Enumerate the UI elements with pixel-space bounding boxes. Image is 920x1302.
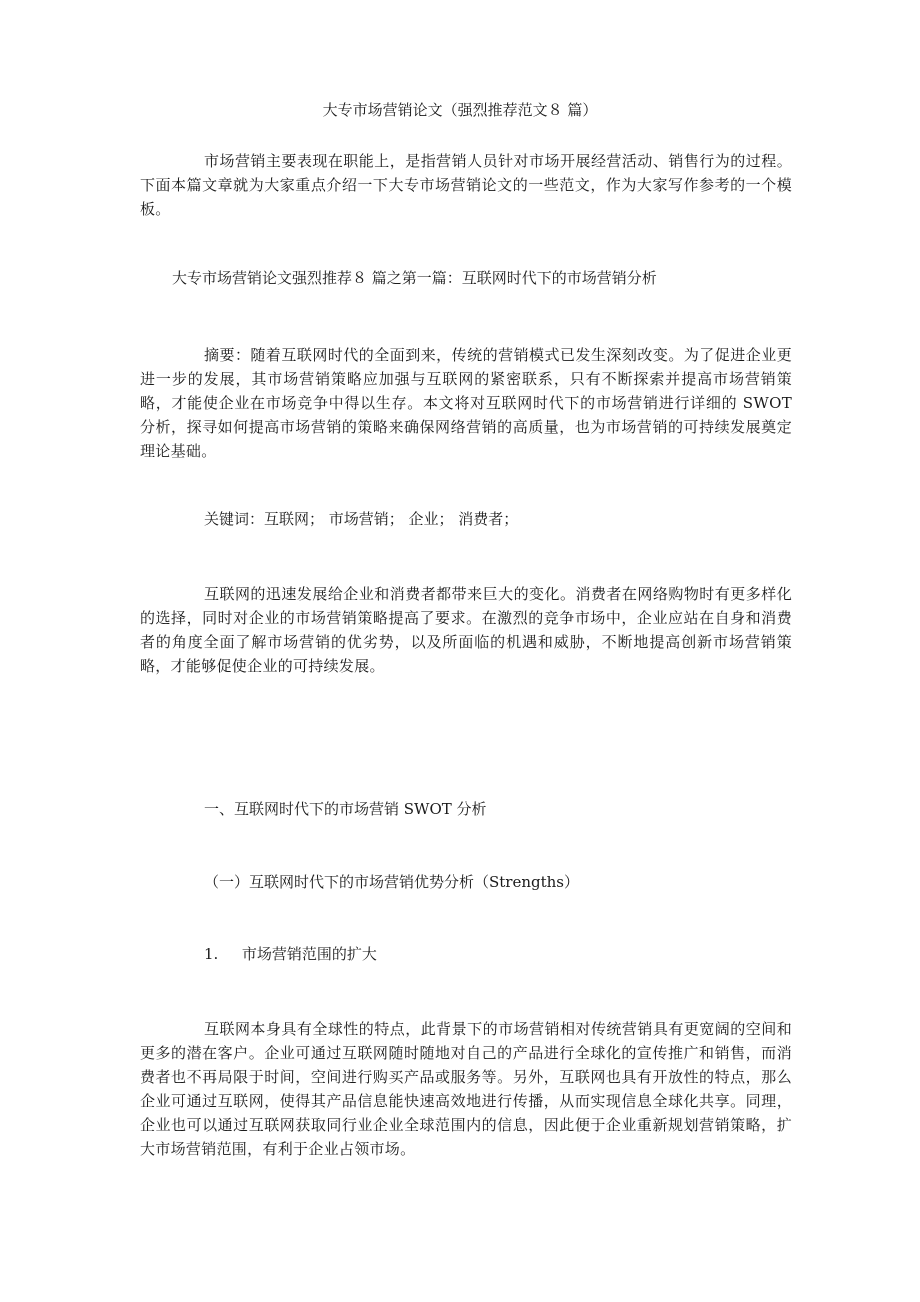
body-paragraph-2: 互联网本身具有全球性的特点，此背景下的市场营销相对传统营销具有更宽阔的空间和更多的潜在客户。企业可通过互联网随时随地对自己的产品进行全球化的宣传推广和销售，而消费者也不再局限于时间，空间进行购买产品或服务等。另外，互联网也具有开放性的特点，那么企业可通过互联网，使得其产品信息能快速高效地进行传播，从而实现信息全球化共享。同理，企业也可以通过互联网获取同行业企业全球范围内的信息，因此便于企业重新规划营销策略，扩大市场营销范围，有利于企业占领市场。 [140, 1020, 792, 1158]
intro-paragraph: 市场营销主要表现在职能上，是指营销人员针对市场开展经营活动、销售行为的过程。下面本篇文章就为大家重点介绍一下大专市场营销论文的一些范文，作为大家写作参考的一个模板。 [140, 152, 792, 218]
section-title: 大专市场营销论文强烈推荐８ 篇之第一篇：互联网时代下的市场营销分析 [172, 269, 657, 287]
heading-strengths: （一）互联网时代下的市场营销优势分析（Strengths） [204, 873, 580, 891]
document-title: 大专市场营销论文（强烈推荐范文８ 篇） [322, 101, 598, 119]
heading-item-1 [204, 942, 377, 966]
heading-item-1-text: 市场营销范围的扩大 [241, 945, 377, 963]
heading-item-1-number: 1. [204, 945, 219, 963]
abstract-paragraph: 摘要：随着互联网时代的全面到来，传统的营销模式已发生深刻改变。为了促进企业更进一步的发展，其市场营销策略应加强与互联网的紧密联系，只有不断探索并提高市场营销策略，才能使企业在市场竞争中得以生存。本文将对互联网时代下的市场营销进行详细的 SWOT 分析，探寻如何提高市场营销的策略来确保网络营销的高质量，也为市场营销的可持续发展奠定理论基础。 [140, 346, 792, 460]
keywords-line: 关键词：互联网； 市场营销； 企业； 消费者； [204, 510, 519, 528]
body-paragraph-1: 互联网的迅速发展给企业和消费者都带来巨大的变化。消费者在网络购物时有更多样化的选择，同时对企业的市场营销策略提高了要求。在激烈的竞争市场中，企业应站在自身和消费者的角度全面了解市场营销的优劣势，以及所面临的机遇和威胁，不断地提高创新市场营销策略，才能够促使企业的可持续发展。 [140, 585, 792, 675]
heading-swot: 一、互联网时代下的市场营销 SWOT 分析 [204, 800, 487, 818]
